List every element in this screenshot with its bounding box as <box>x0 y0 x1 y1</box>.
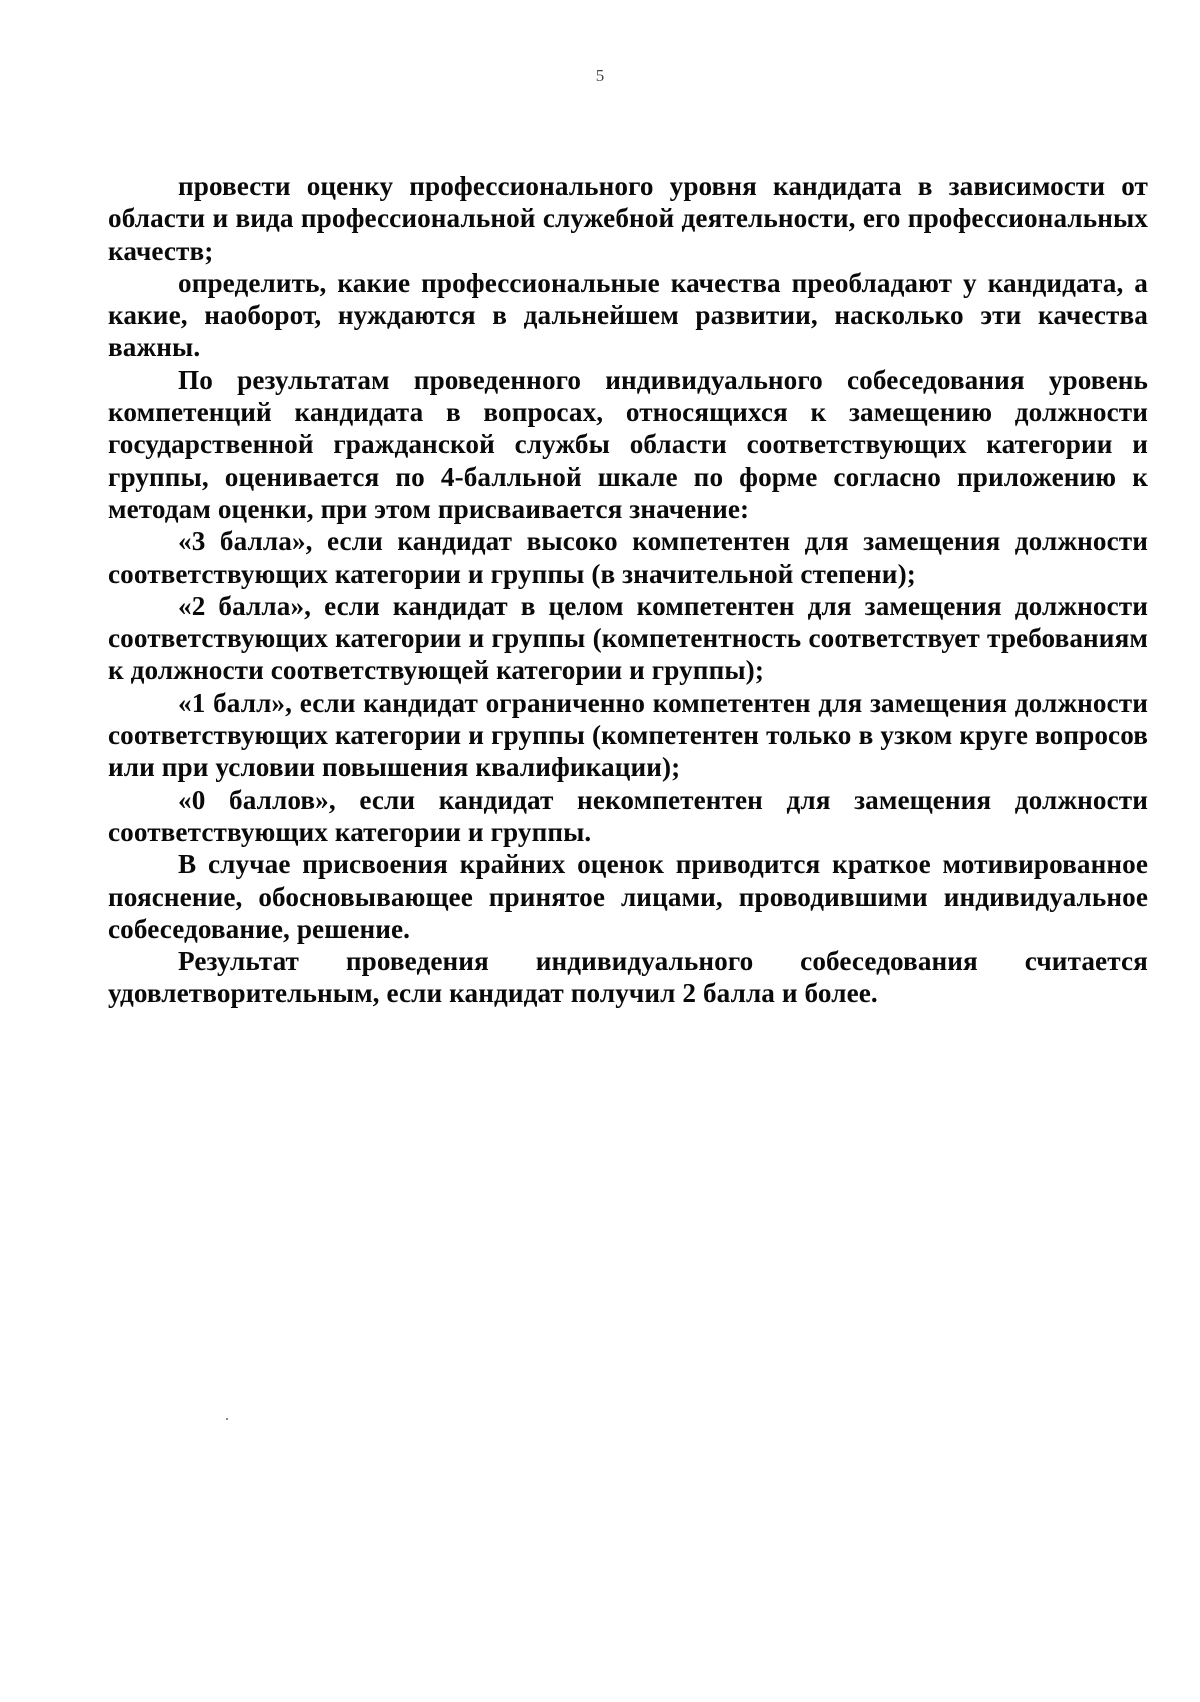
paragraph-score-1: «1 балл», если кандидат ограниченно компетентен для замещения должности соответствующих категории и группы (компетентен только в узком круге вопросов или при условии повышения квалификации); <box>108 687 1148 783</box>
paragraph-assess-level: провести оценку профессионального уровня кандидата в зависимости от области и вида профессиональной служебной деятельности, его профессиональных качеств; <box>108 171 1148 266</box>
scan-speck <box>226 1418 228 1420</box>
paragraph-score-3: «3 балла», если кандидат высоко компетентен для замещения должности соответствующих категории и группы (в значительной степени); <box>108 526 1148 589</box>
paragraph-score-2: «2 балла», если кандидат в целом компетентен для замещения должности соответствующих категории и группы (компетентность соответствует требованиям к должности соответствующей категории и группы); <box>108 590 1148 686</box>
paragraph-score-0: «0 баллов», если кандидат некомпетентен для замещения должности соответствующих категории и группы. <box>108 784 1148 847</box>
paragraph-extreme-scores: В случае присвоения крайних оценок приводится краткое мотивированное пояснение, обосновывающее принятое лицами, проводившими индивидуальное собеседование, решение. <box>108 849 1148 944</box>
paragraph-result: Результат проведения индивидуального собеседования считается удовлетворительным, если кандидат получил 2 балла и более. <box>108 946 1148 1009</box>
paragraph-determine-qualities: определить, какие профессиональные качества преобладают у кандидата, а какие, наоборот, нуждаются в дальнейшем развитии, насколько эти качества важны. <box>108 267 1148 363</box>
page-number: 5 <box>595 66 605 85</box>
document-body <box>108 170 1148 1010</box>
paragraph-scoring-scale: По результатам проведенного индивидуального собеседования уровень компетенций кандидата в вопросах, относящихся к замещению должности государственной гражданской службы области соответствующих категории и группы, оценивается по 4-балльной шкале по форме согласно приложению к методам оценки, при этом присваивается значение: <box>108 364 1148 524</box>
